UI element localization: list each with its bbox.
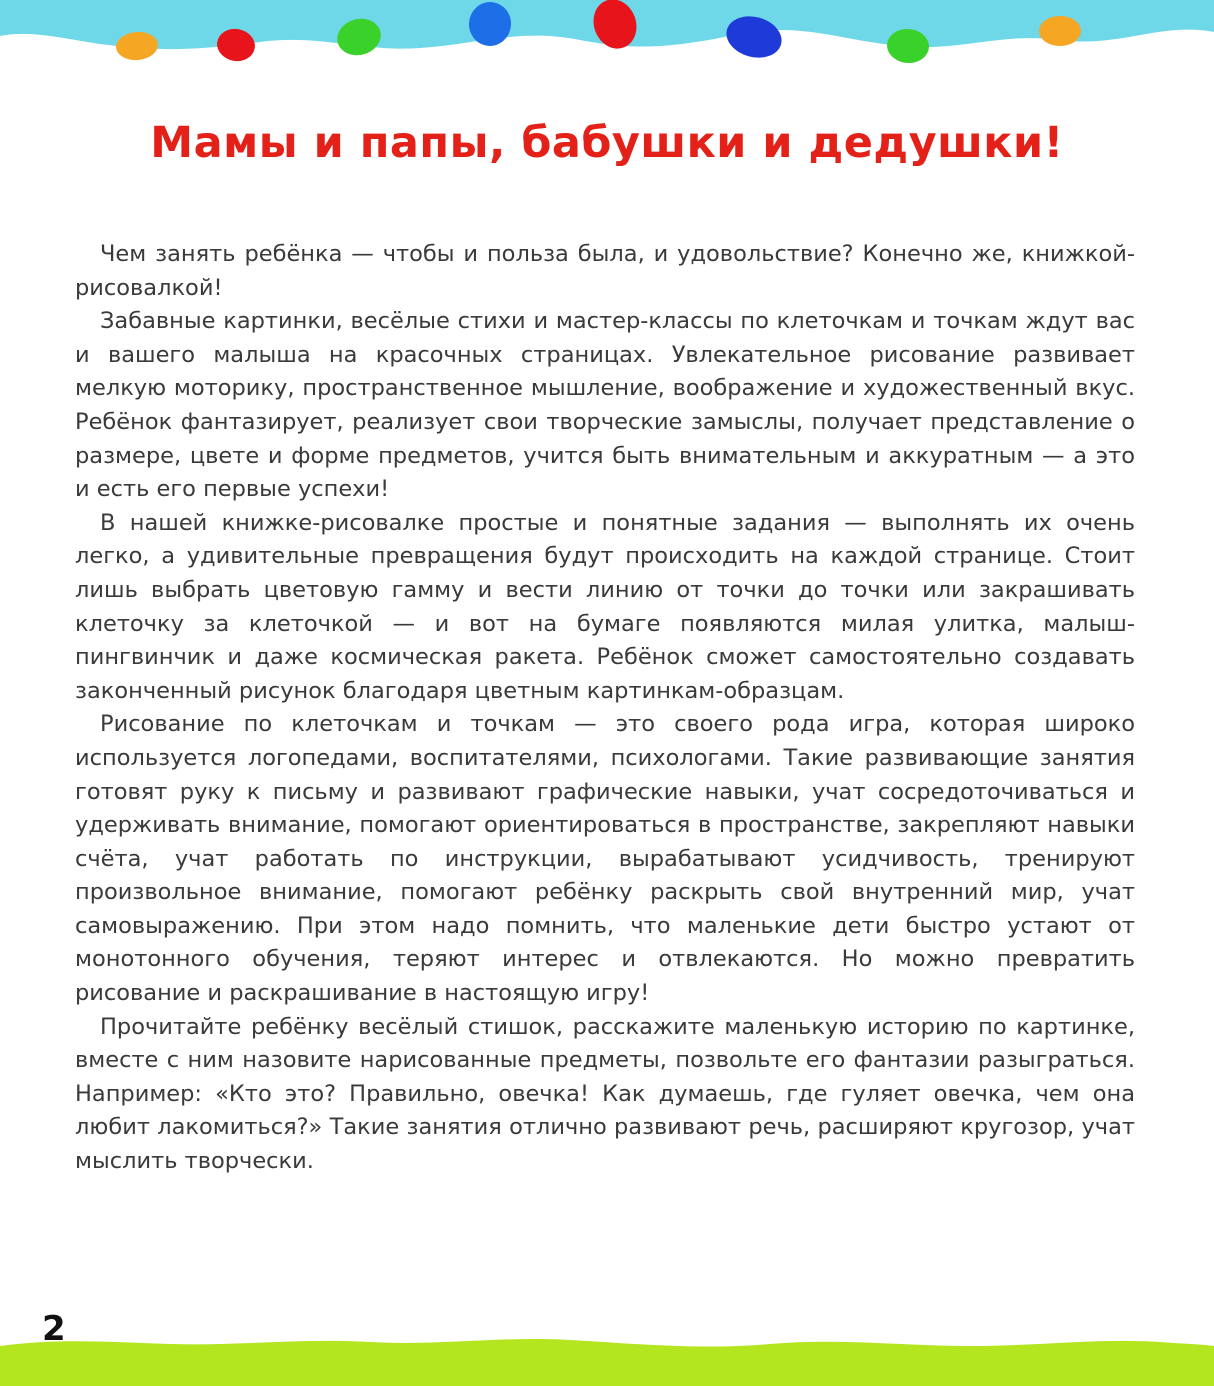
page-number: 2: [42, 1309, 66, 1349]
grass-wave: [0, 1339, 1214, 1386]
top-decorative-band: [0, 0, 1214, 90]
body-text: [75, 238, 1135, 1179]
paragraph-1: Чем занять ребёнка — чтобы и польза была, и удовольствие? Конечно же, книжкой-рисовалкой!: [75, 241, 1135, 301]
paragraph-2: Забавные картинки, весёлые стихи и мастер-классы по клеточкам и точкам ждут вас и вашего малыша на красочных страницах. Увлекательное рисование развивает мелкую моторику, пространственное мышление, воображение и художественный вкус. Ребёнок фантазирует, реализует свои творческие замыслы, получает представление о размере, цвете и форме предметов, учится быть внимательным и аккуратным — а это и есть его первые успехи!: [75, 308, 1135, 503]
color-dot: [1039, 16, 1081, 46]
paragraph-5: Прочитайте ребёнку весёлый стишок, расскажите маленькую историю по картинке, вместе с ним назовите нарисованные предметы, позвольте его фантазии разыграться. Например: «Кто это? Правильно, овечка! Как думаешь, где гуляет овечка, чем она любит лакомиться?» Такие занятия отлично развивают речь, расширяют кругозор, учат мыслить творчески.: [75, 1013, 1135, 1175]
page-title: Мамы и папы, бабушки и дедушки!: [150, 118, 1064, 168]
bottom-decorative-band: [0, 1316, 1214, 1386]
paragraph-4: Рисование по клеточкам и точкам — это своего рода игра, которая широко используется логопедами, воспитателями, психологами. Такие развивающие занятия готовят руку к письму и развивают графические навыки, учат сосредоточиваться и удерживать внимание, помогают ориентироваться в пространстве, закрепляют навыки счёта, учат работать по инструкции, вырабатывают усидчивость, тренируют произвольное внимание, помогают ребёнку раскрыть свой внутренний мир, учат самовыражению. При этом надо помнить, что маленькие дети быстро устают от монотонного обучения, теряют интерес и отвлекаются. Но можно превратить рисование и раскрашивание в настоящую игру!: [75, 711, 1135, 1007]
paragraph-3: В нашей книжке-рисовалке простые и понятные задания — выполнять их очень легко, а удивительные превращения будут происходить на каждой странице. Стоит лишь выбрать цветовую гамму и вести линию от точки до точки или закрашивать клеточку за клеточкой — и вот на бумаге появляются милая улитка, малыш-пингвинчик и даже космическая ракета. Ребёнок сможет самостоятельно создавать законченный рисунок благодаря цветным картинкам-образцам.: [75, 509, 1135, 704]
